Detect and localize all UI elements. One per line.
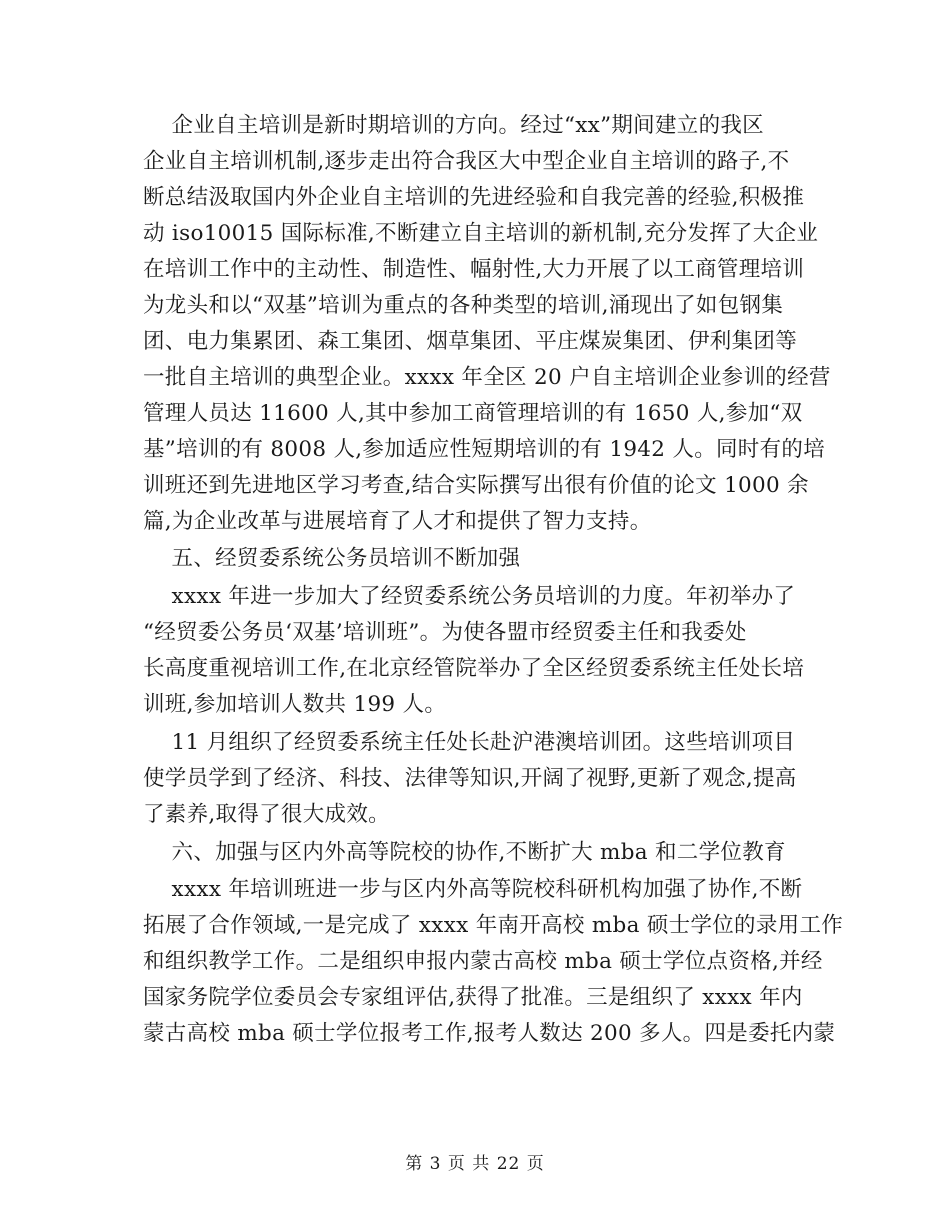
body-line: 11 月组织了经贸委系统主任处长赴沪港澳培训团。这些培训项目	[143, 730, 796, 755]
body-line: 企业自主培训机制,逐步走出符合我区大中型企业自主培训的路子,不	[143, 149, 790, 174]
body-line: 训班,参加培训人数共 199 人。	[143, 692, 447, 717]
page-number-footer: 第 3 页 共 22 页	[405, 1154, 545, 1174]
body-line: 和组织教学工作。二是组织申报内蒙古高校 mba 硕士学位点资格,并经	[143, 949, 823, 974]
body-line: 断总结汲取国内外企业自主培训的先进经验和自我完善的经验,积极推	[143, 185, 805, 210]
body-line: “经贸委公务员‘双基’培训班”。为使各盟市经贸委主任和我委处	[143, 620, 747, 645]
body-line: 篇,为企业改革与进展培育了人才和提供了智力支持。	[143, 509, 652, 534]
body-line: 长高度重视培训工作,在北京经管院举办了全区经贸委系统主任处长培	[143, 656, 805, 681]
section-heading: 六、加强与区内外高等院校的协作,不断扩大 mba 和二学位教育	[143, 840, 786, 865]
body-line: 团、电力集累团、森工集团、烟草集团、平庄煤炭集团、伊利集团等	[143, 329, 798, 354]
body-line: 为龙头和以“双基”培训为重点的各种类型的培训,涌现出了如包钢集	[143, 293, 784, 318]
body-line: 基”培训的有 8008 人,参加适应性短期培训的有 1942 人。同时有的培	[143, 437, 825, 462]
body-line: 蒙古高校 mba 硕士学位报考工作,报考人数达 200 多人。四是委托内蒙	[143, 1021, 836, 1046]
body-line: 一批自主培训的典型企业。xxxx 年全区 20 户自主培训企业参训的经营	[143, 365, 831, 390]
body-line: xxxx 年进一步加大了经贸委系统公务员培训的力度。年初举办了	[143, 584, 796, 609]
body-line: 训班还到先进地区学习考查,结合实际撰写出很有价值的论文 1000 余	[143, 473, 809, 498]
body-line: xxxx 年培训班进一步与区内外高等院校科研机构加强了协作,不断	[143, 877, 803, 902]
body-line: 在培训工作中的主动性、制造性、幅射性,大力开展了以工商管理培训	[143, 257, 805, 282]
body-line: 管理人员达 11600 人,其中参加工商管理培训的有 1650 人,参加“双	[143, 401, 803, 426]
section-heading: 五、经贸委系统公务员培训不断加强	[143, 546, 521, 571]
body-line: 企业自主培训是新时期培训的方向。经过“xx”期间建立的我区	[143, 113, 764, 138]
body-line: 使学员学到了经济、科技、法律等知识,开阔了视野,更新了观念,提高	[143, 766, 797, 791]
body-line: 动 iso10015 国际标准,不断建立自主培训的新机制,充分发挥了大企业	[143, 221, 819, 246]
body-line: 拓展了合作领域,一是完成了 xxxx 年南开高校 mba 硕士学位的录用工作	[143, 913, 844, 938]
body-line: 了素养,取得了很大成效。	[143, 802, 390, 827]
body-line: 国家务院学位委员会专家组评估,获得了批准。三是组织了 xxxx 年内	[143, 985, 803, 1010]
